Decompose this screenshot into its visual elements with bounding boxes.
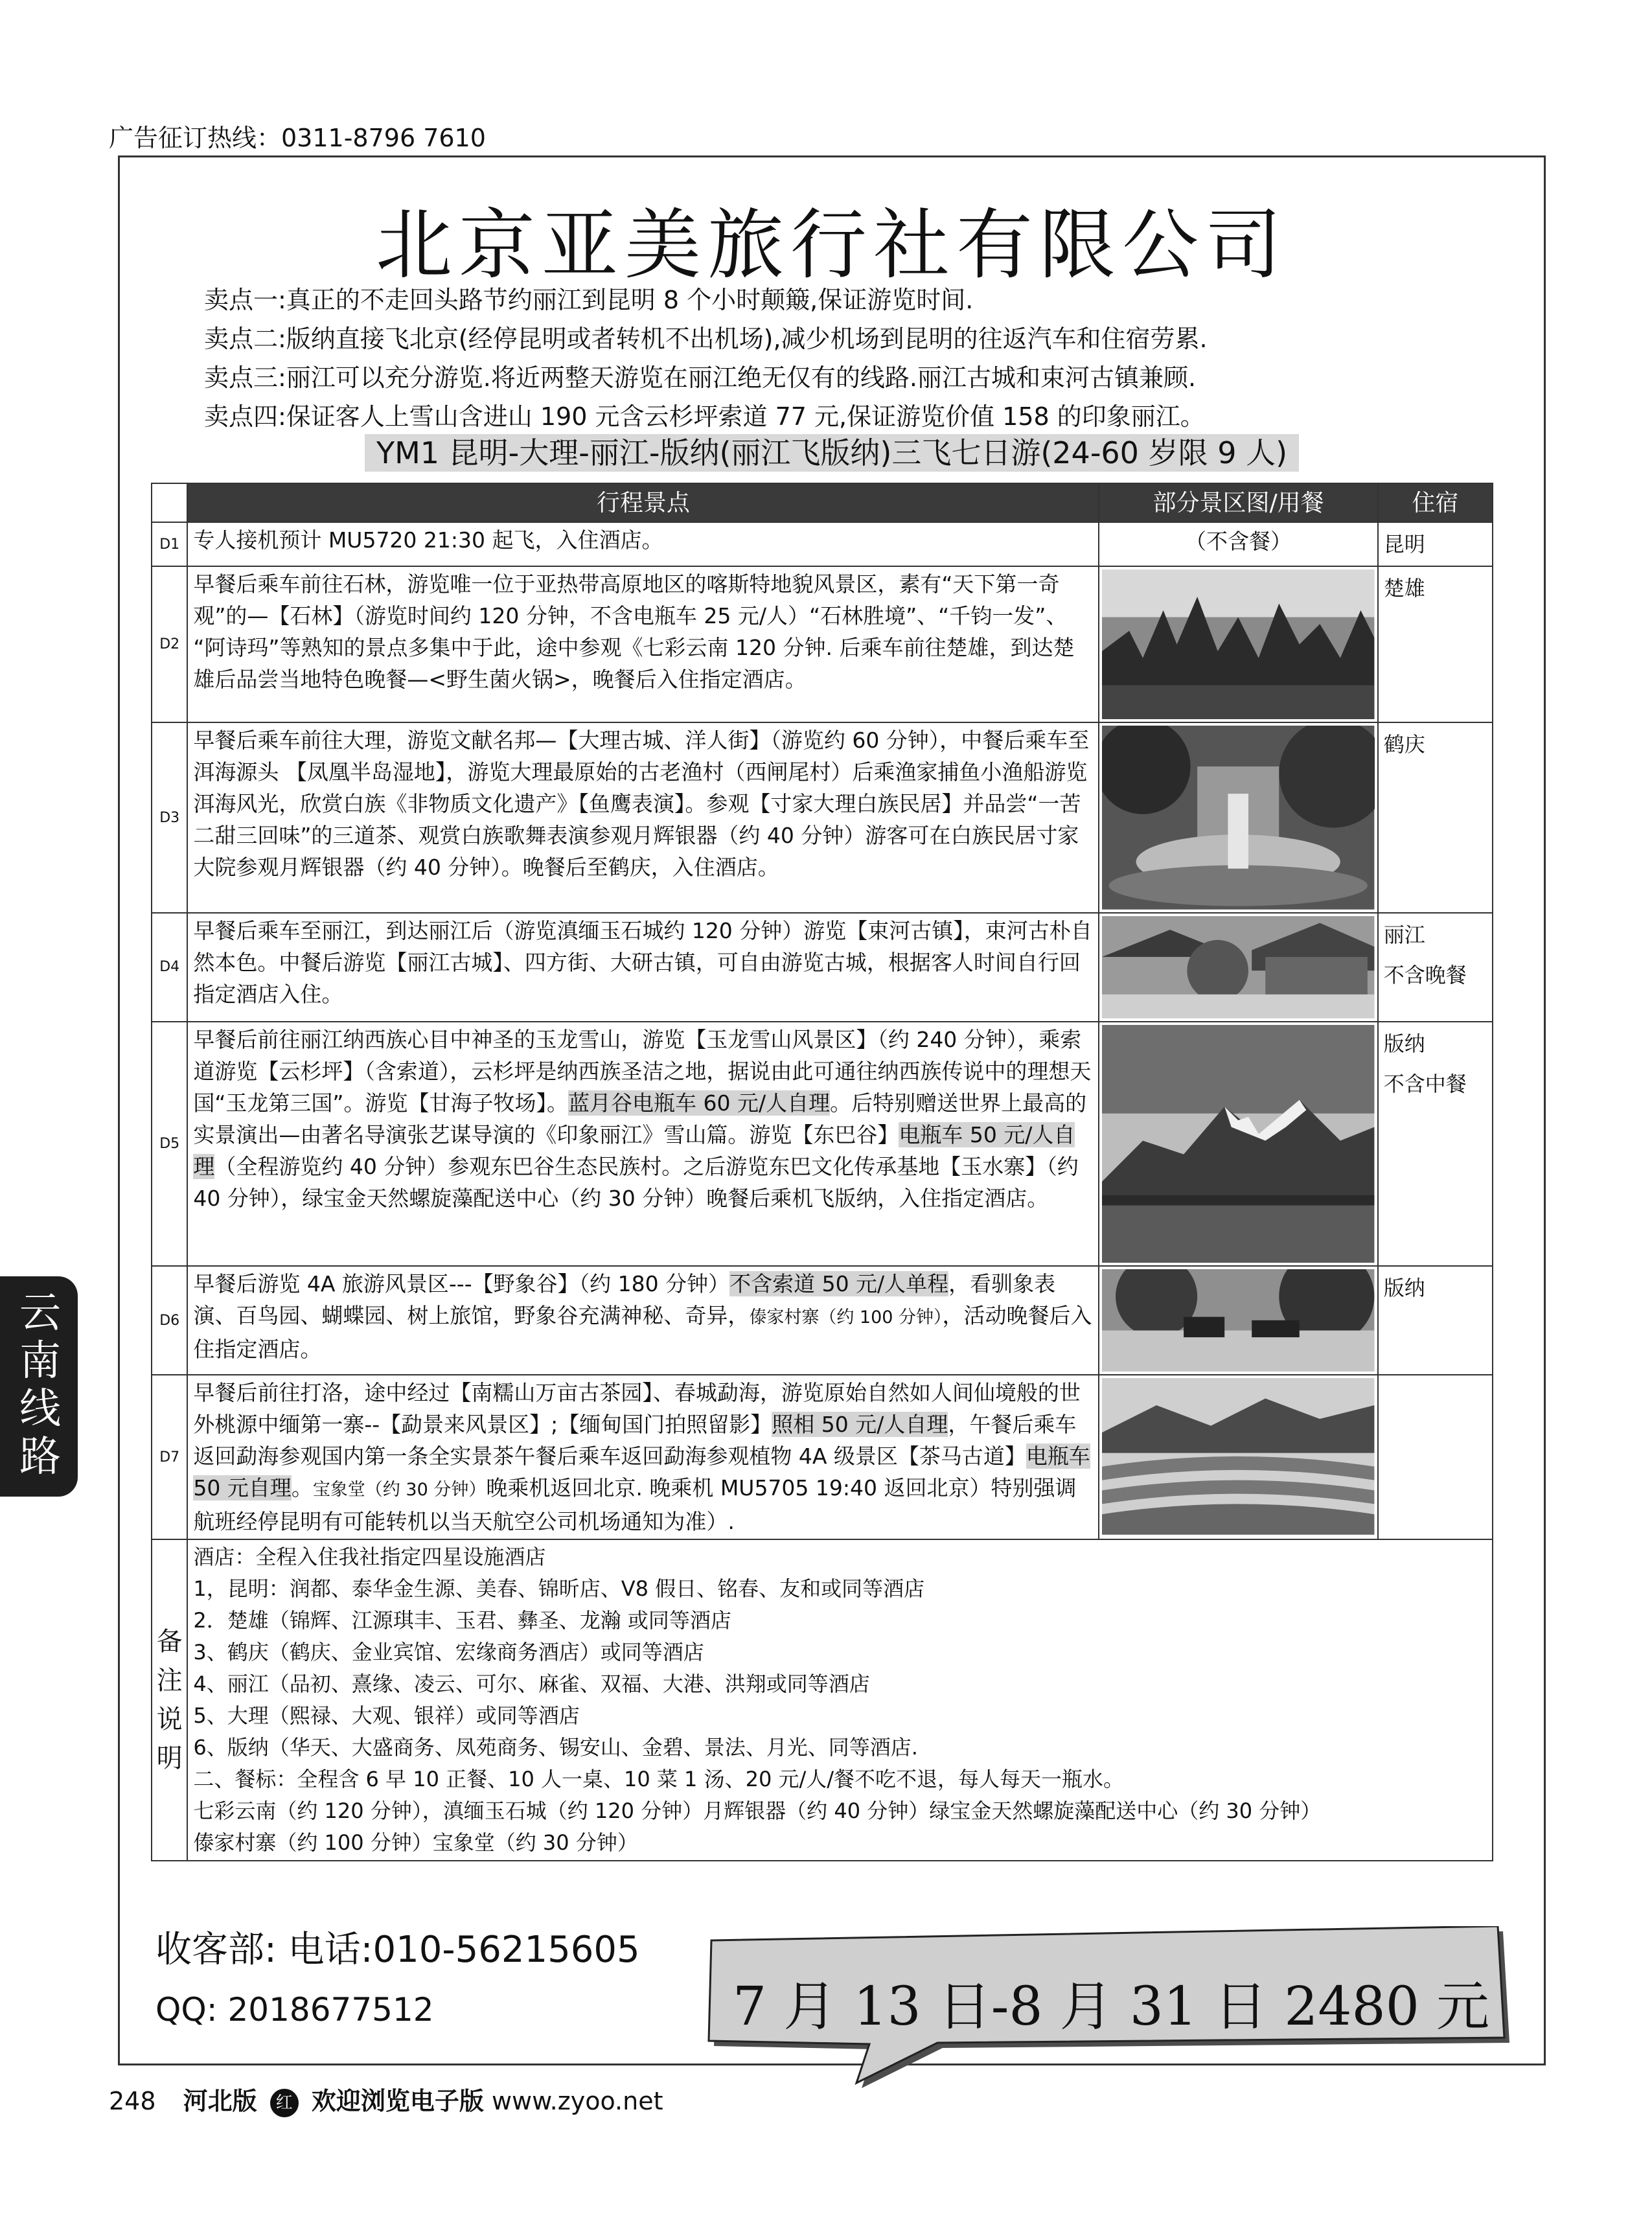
day-label: D1 bbox=[152, 522, 187, 566]
notes-line: 5、大理（熙禄、大观、银祥）或同等酒店 bbox=[193, 1703, 580, 1729]
contact-phone: 收客部: 电话:010-56215605 bbox=[155, 1929, 640, 1971]
itinerary-description bbox=[187, 1375, 1099, 1539]
lijiang-photo bbox=[1102, 916, 1374, 1018]
header-hotel: 住宿 bbox=[1378, 483, 1493, 522]
notes-line: 3、鹤庆（鹤庆、金业宾馆、宏缘商务酒店）或同等酒店 bbox=[193, 1640, 704, 1665]
itinerary-table bbox=[151, 483, 1493, 1861]
itinerary-text: 专人接机预计 MU5720 21:30 起飞，入住酒店。 bbox=[193, 527, 663, 553]
ad-frame bbox=[118, 155, 1546, 2065]
itinerary-text: 。后特别赠送世界上最高的实景演出—由著名导演张艺谋导演的《印象丽江》雪山篇。游览【东巴谷】 bbox=[193, 1090, 1087, 1147]
hotel-cell bbox=[1378, 1022, 1493, 1267]
itinerary-text: 早餐后乘车前往石林，游览唯一位于亚热带高原地区的喀斯特地貌风景区，素有“天下第一奇观”的—【石林】（游览时间约 120 分钟，不含电瓶车 25 元/人）“石林胜境”、“千钧一发”、 “阿诗玛”等熟知的景点多集中于此，途中参观《七彩云南 120 分钟. 后乘车前往楚雄，到达楚雄后品尝当地特色晚餐—<野生菌火锅>，晚餐后入住指定酒店。 bbox=[193, 571, 1075, 692]
itinerary-text: 。 bbox=[291, 1475, 313, 1501]
day-label: D6 bbox=[152, 1266, 187, 1375]
selling-points bbox=[204, 281, 1208, 436]
itinerary-row-d3 bbox=[152, 722, 1493, 913]
itinerary-description bbox=[187, 566, 1099, 722]
footer-url[interactable]: www.zyoo.net bbox=[491, 2087, 663, 2115]
itinerary-text: ，午餐后乘车返回勐海参观国内第一条全实景茶午餐后乘车返回勐海参观植物 4A 级景区【茶马古道】 bbox=[193, 1412, 1077, 1469]
photo-meal-cell bbox=[1099, 1375, 1377, 1539]
contact-qq: QQ: 2018677512 bbox=[155, 1991, 434, 2029]
header-itinerary: 行程景点 bbox=[187, 483, 1099, 522]
day-label: D5 bbox=[152, 1022, 187, 1267]
itinerary-row-d1 bbox=[152, 522, 1493, 566]
notes-line: 6、版纳（华天、大盛商务、凤苑商务、锡安山、金碧、景法、月光、同等酒店. bbox=[193, 1735, 918, 1760]
self-pay-highlight: 电瓶车 50 元/人自理 bbox=[193, 1121, 1075, 1179]
itinerary-description bbox=[187, 722, 1099, 913]
photo-meal-cell bbox=[1099, 566, 1377, 722]
photo-meal-cell bbox=[1099, 722, 1377, 913]
side-tab-text: 云 南 线 路 bbox=[19, 1289, 61, 1481]
self-pay-highlight: 照相 50 元/人自理 bbox=[772, 1412, 948, 1438]
hotel-city: 楚雄 bbox=[1383, 576, 1425, 601]
hotel-cell bbox=[1378, 1375, 1493, 1539]
edition-label: 河北版 bbox=[183, 2087, 257, 2115]
photo-meal-cell bbox=[1099, 1266, 1377, 1375]
itinerary-text: 早餐后乘车至丽江，到达丽江后（游览滇缅玉石城约 120 分钟）游览【束河古镇】，束河古朴自然本色。中餐后游览【丽江古城】、四方街、大研古镇，可自由游览古城，根据客人时间自行回指定酒店入住。 bbox=[193, 917, 1092, 1007]
hotel-city: 昆明 bbox=[1383, 532, 1425, 557]
snow-mountain-photo bbox=[1102, 1025, 1374, 1263]
day-label: D4 bbox=[152, 913, 187, 1022]
itinerary-text: 晚乘机返回北京. 晚乘机 MU5705 19:40 返回北京）特别强调航班经停昆明有可能转机以当天航空公司机场通知为准）. bbox=[193, 1475, 1077, 1535]
itinerary-text: 早餐后乘车前往大理，游览文献名邦—【大理古城、洋人街】（游览约 60 分钟），中餐后乘车至洱海源头 【凤凰半岛湿地】，游览大理最原始的古老渔村（西闸尾村）后乘渔家捕鱼小渔船游览洱海风光，欣赏白族《非物质文化遗产》【鱼鹰表演】。参观【寸家大理白族民居】并品尝“一苦二甜三回味”的三道茶、观赏白族歌舞表演参观月辉银器（约 40 分钟）游客可在白族民居寸家大院参观月辉银器（约 40 分钟）。晚餐后至鹤庆，入住酒店。 bbox=[193, 728, 1090, 880]
itinerary-description bbox=[187, 522, 1099, 566]
fountain-photo bbox=[1102, 726, 1374, 910]
hotel-cell bbox=[1378, 913, 1493, 1022]
hotel-city: 鹤庆 bbox=[1383, 732, 1425, 757]
elephant-valley-photo bbox=[1102, 1269, 1374, 1372]
day-label: D2 bbox=[152, 566, 187, 722]
itinerary-text: 早餐后前往丽江纳西族心目中神圣的玉龙雪山，游览【玉龙雪山风景区】（约 240 分钟），乘索道游览【云杉坪】（含索道），云杉坪是纳西族圣洁之地，据说由此可通往纳西族传说中的理想天国“玉龙第三国”。游览【甘海子牧场】。 bbox=[193, 1026, 1092, 1116]
itinerary-row-d4 bbox=[152, 913, 1493, 1022]
notes-line: 2．楚雄（锦辉、江源琪丰、玉君、彝圣、龙瀚 或同等酒店 bbox=[193, 1608, 731, 1633]
terraces-photo bbox=[1102, 1378, 1374, 1535]
notes-line: 二、餐标：全程含 6 早 10 正餐、10 人一桌、10 菜 1 汤、20 元/人/餐不吃不退，每人每天一瓶水。 bbox=[193, 1767, 1125, 1792]
notes-line: 七彩云南（约 120 分钟），滇缅玉石城（约 120 分钟）月辉银器（约 40 分钟）绿宝金天然螺旋藻配送中心（约 30 分钟） bbox=[193, 1799, 1322, 1824]
price-text: 7 月 13 日-8 月 31 日 2480 元 bbox=[733, 1976, 1489, 2038]
hotel-cell bbox=[1378, 566, 1493, 722]
notes-line: 酒店：全程入住我社指定四星设施酒店 bbox=[193, 1545, 546, 1570]
selling-point-4: 卖点四:保证客人上雪山含进山 190 元含云杉坪索道 77 元,保证游览价值 158 的印象丽江。 bbox=[204, 402, 1205, 431]
itinerary-description bbox=[187, 1266, 1099, 1375]
notes-line: 4、丽江（品初、熹缘、凌云、可尔、麻雀、双福、大港、洪翔或同等酒店 bbox=[193, 1672, 870, 1697]
self-pay-highlight: 电瓶车 50 元自理 bbox=[193, 1443, 1090, 1501]
hotel-cell bbox=[1378, 522, 1493, 566]
itinerary-row-d6 bbox=[152, 1266, 1493, 1375]
selling-point-2: 卖点二:版纳直接飞北京(经停昆明或者转机不出机场),减少机场到昆明的往返汽车和住宿劳累. bbox=[204, 325, 1208, 353]
hotel-city: 丽江 bbox=[1383, 922, 1425, 947]
footer bbox=[109, 2081, 663, 2117]
itinerary-text: （全程游览约 40 分钟）参观东巴谷生态民族村。之后游览东巴文化传承基地【玉水寨】（约 40 分钟），绿宝金天然螺旋藻配送中心（约 30 分钟）晚餐后乘机飞版纳，入住指定酒店。 bbox=[193, 1153, 1079, 1211]
notes-label bbox=[152, 1539, 187, 1861]
notes-row bbox=[152, 1539, 1493, 1861]
day-label: D7 bbox=[152, 1375, 187, 1539]
stone-forest-photo bbox=[1102, 569, 1374, 719]
itinerary-text: ，活动晚餐后入住指定酒店。 bbox=[193, 1303, 1092, 1362]
photo-meal-cell bbox=[1099, 913, 1377, 1022]
notes-line: 傣家村寨（约 100 分钟）宝象堂（约 30 分钟） bbox=[193, 1830, 638, 1856]
itinerary-description bbox=[187, 1022, 1099, 1267]
itinerary-text: 宝象堂（约 30 分钟） bbox=[312, 1480, 487, 1500]
notes-label-text: 备 注 说 明 bbox=[156, 1627, 183, 1774]
itinerary-body bbox=[152, 522, 1493, 1539]
hotel-meal-note: 不含晚餐 bbox=[1383, 962, 1467, 987]
itinerary-description bbox=[187, 913, 1099, 1022]
notes-line: 1，昆明：润都、泰华金生源、美春、锦昕店、V8 假日、铭春、友和或同等酒店 bbox=[193, 1576, 925, 1602]
itinerary-row-d7 bbox=[152, 1375, 1493, 1539]
photo-meal-cell bbox=[1099, 522, 1377, 566]
selling-point-3: 卖点三:丽江可以充分游览.将近两整天游览在丽江绝无仅有的线路.丽江古城和束河古镇兼顾. bbox=[204, 363, 1197, 392]
header-photo-meal: 部分景区图/用餐 bbox=[1099, 483, 1377, 522]
self-pay-highlight: 不含索道 50 元/人单程 bbox=[729, 1271, 949, 1297]
selling-point-1: 卖点一:真正的不走回头路节约丽江到昆明 8 个小时颠簸,保证游览时间. bbox=[204, 286, 974, 314]
hotel-city: 版纳 bbox=[1383, 1276, 1425, 1301]
itinerary-text: 早餐后前往打洛，途中经过【南糯山万亩古茶园】、春城勐海，游览原始自然如人间仙境般的世外桃源中缅第一寨--【勐景来风景区】;【缅甸国门拍照留影】 bbox=[193, 1380, 1081, 1438]
route-title-text: YM1 昆明-大理-丽江-版纳(丽江飞版纳)三飞七日游(24-60 岁限 9 人) bbox=[365, 434, 1299, 472]
itinerary-row-d2 bbox=[152, 566, 1493, 722]
header-day-cell bbox=[152, 483, 187, 522]
hotel-cell bbox=[1378, 722, 1493, 913]
day-label: D3 bbox=[152, 722, 187, 913]
itinerary-text: 傣家村寨（约 100 分钟） bbox=[749, 1307, 943, 1328]
itinerary-text: ，看驯象表演、百鸟园、蝴蝶园、树上旅馆，野象谷充满神秘、奇异， bbox=[193, 1271, 1056, 1329]
photo-meal-cell bbox=[1099, 1022, 1377, 1267]
table-header-row bbox=[152, 483, 1493, 522]
hotel-cell bbox=[1378, 1266, 1493, 1375]
page-number: 248 bbox=[109, 2087, 156, 2115]
welcome-text: 欢迎浏览电子版 bbox=[311, 2087, 484, 2115]
self-pay-highlight: 蓝月谷电瓶车 60 元/人自理 bbox=[568, 1090, 831, 1116]
red-logo-icon: 红 bbox=[270, 2089, 299, 2117]
company-title: 北京亚美旅行社有限公司 bbox=[375, 200, 1288, 290]
ad-hotline: 广告征订热线：0311-8796 7610 bbox=[109, 124, 486, 152]
route-title bbox=[120, 430, 1544, 472]
itinerary-row-d5 bbox=[152, 1022, 1493, 1267]
itinerary-text: 早餐后游览 4A 旅游风景区---【野象谷】（约 180 分钟） bbox=[193, 1271, 730, 1297]
hotel-meal-note: 不含中餐 bbox=[1383, 1071, 1467, 1096]
hotel-city: 版纳 bbox=[1383, 1031, 1425, 1056]
meal-note: （不含餐） bbox=[1185, 529, 1292, 554]
notes-cell bbox=[187, 1539, 1493, 1861]
